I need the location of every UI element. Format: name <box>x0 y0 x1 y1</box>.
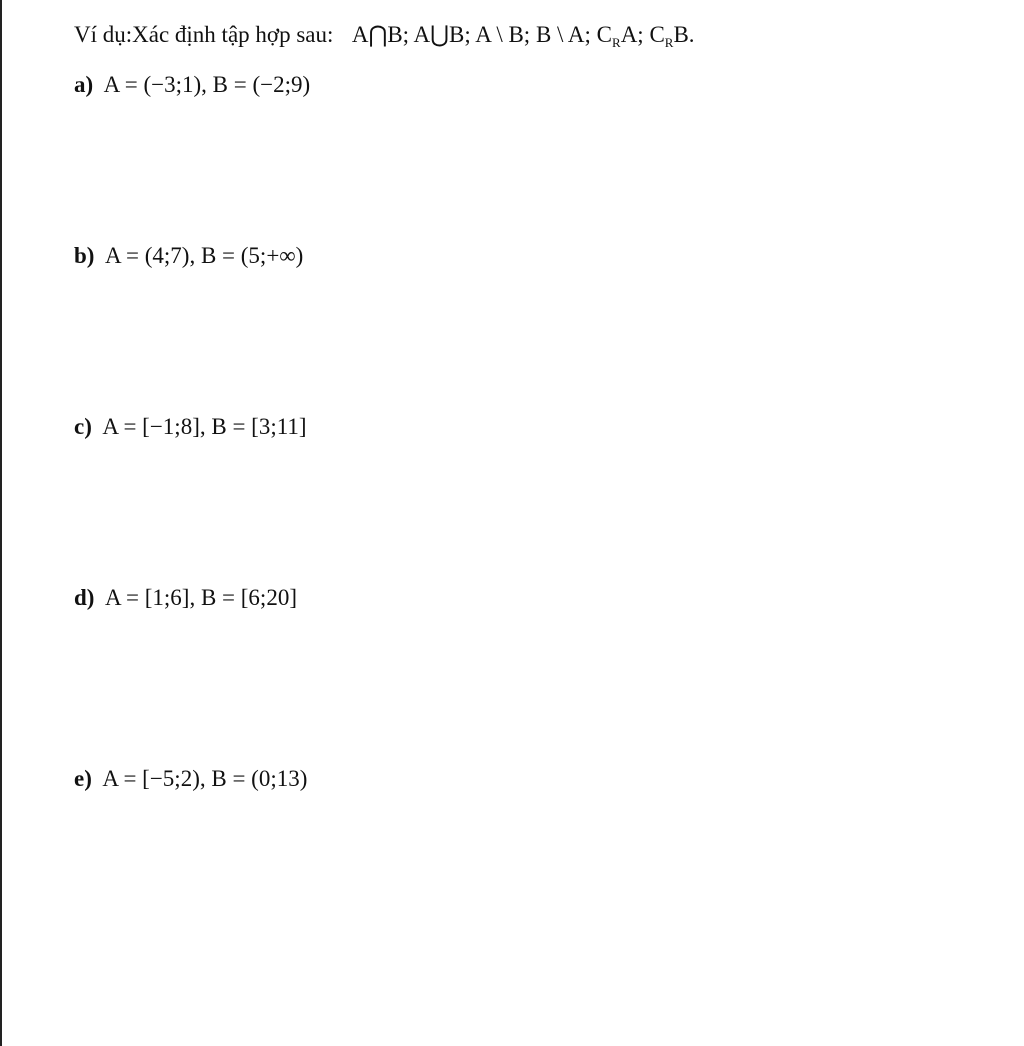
exercise-expression: A = (−3;1), B = (−2;9) <box>103 72 311 97</box>
set-operations-list <box>351 22 695 50</box>
title-lead-text: Ví dụ:Xác định tập hợp sau: <box>74 22 334 47</box>
left-page-border <box>0 0 2 1046</box>
exercise-d <box>74 585 297 611</box>
set-operations-part-3: B. <box>673 22 695 47</box>
exercise-a <box>74 72 310 98</box>
exercise-label: e) <box>74 766 92 791</box>
exercise-expression: A = (4;7), B = (5;+∞) <box>104 243 304 268</box>
exercise-label: c) <box>74 414 92 439</box>
exercise-expression: A = [−1;8], B = [3;11] <box>102 414 307 439</box>
exercise-label: d) <box>74 585 95 610</box>
exercise-label: b) <box>74 243 95 268</box>
exercise-b <box>74 243 303 269</box>
complement-subscript-2: R <box>664 35 674 50</box>
complement-subscript-1: R <box>612 35 621 50</box>
problem-title <box>74 22 695 51</box>
exercise-expression: A = [−5;2), B = (0;13) <box>102 766 308 791</box>
set-operations-part-1: A⋂B; A⋃B; A \ B; B \ A; C <box>351 22 613 47</box>
exercise-e <box>74 766 307 792</box>
exercise-label: a) <box>74 72 94 97</box>
exercise-c <box>74 414 307 440</box>
exercise-expression: A = [1;6], B = [6;20] <box>104 585 297 610</box>
set-operations-part-2: A; C <box>620 22 665 47</box>
